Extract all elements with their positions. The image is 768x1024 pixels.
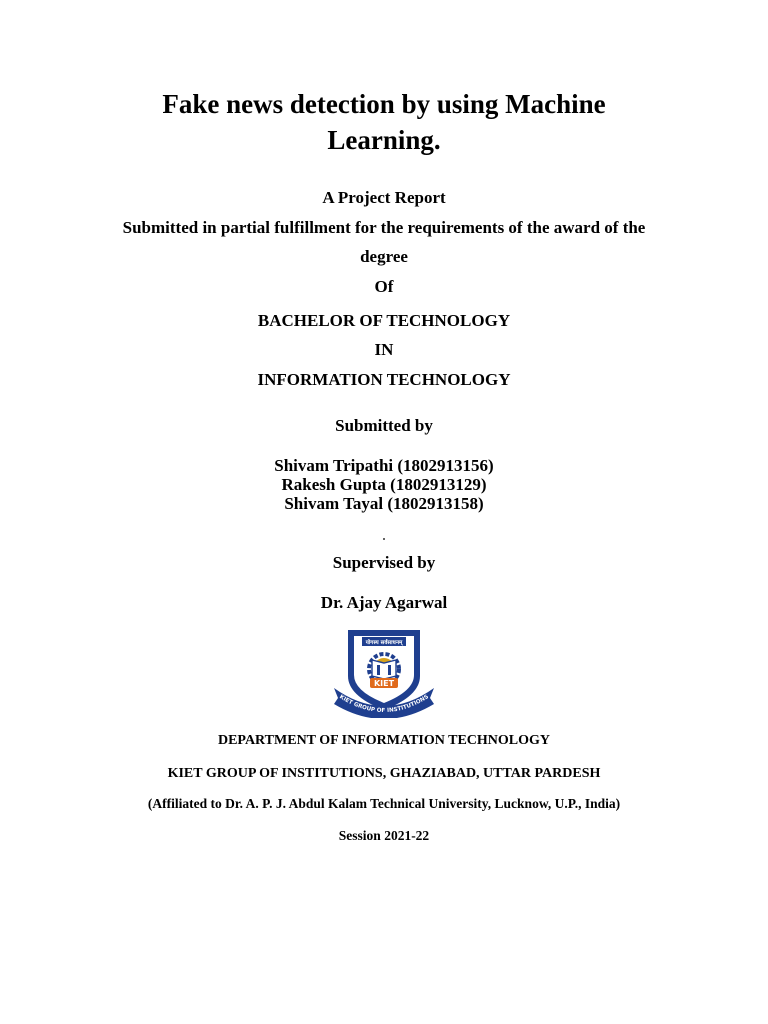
supervisor-name: Dr. Ajay Agarwal — [320, 593, 448, 612]
logo-ring-textpath: KIET GROUP OF INSTITUTIONS — [338, 694, 430, 715]
stray-dot — [383, 538, 385, 540]
student-1: Shivam Tripathi (1802913156) — [274, 456, 494, 475]
logo-pillar-left — [377, 665, 380, 675]
supervised-by-label: Supervised by — [332, 553, 436, 572]
department-name: DEPARTMENT OF INFORMATION TECHNOLOGY — [217, 733, 551, 748]
submitted-by-label: Submitted by — [335, 416, 433, 435]
submission-statement-line-1: Submitted in partial fulfillment for the requirements of the award of the — [122, 218, 646, 237]
report-title-line-2: Learning. — [327, 125, 441, 155]
institution-name: KIET GROUP OF INSTITUTIONS, GHAZIABAD, UTTAR PARDESH — [167, 766, 601, 781]
session-line: Session 2021-22 — [338, 828, 430, 843]
logo-book — [372, 660, 396, 679]
of-word: Of — [374, 277, 394, 296]
logo-pillar-right — [388, 665, 391, 675]
student-2: Rakesh Gupta (1802913129) — [281, 475, 487, 494]
logo-motto: योगस्य सर्वसाधनम् — [365, 640, 403, 646]
affiliation-line: (Affiliated to Dr. A. P. J. Abdul Kalam Technical University, Lucknow, U.P., India) — [147, 796, 621, 811]
logo-badge-text: KIET — [373, 679, 395, 688]
submission-statement-line-2: degree — [360, 247, 408, 266]
report-title-line-1: Fake news detection by using Machine — [162, 89, 606, 119]
kiet-logo — [330, 626, 438, 718]
kiet-logo-graphic — [330, 626, 438, 718]
in-word: IN — [374, 340, 394, 359]
report-type: A Project Report — [322, 188, 446, 207]
branch-name: INFORMATION TECHNOLOGY — [257, 370, 511, 389]
student-3: Shivam Tayal (1802913158) — [284, 494, 484, 513]
degree-name: BACHELOR OF TECHNOLOGY — [257, 311, 511, 330]
